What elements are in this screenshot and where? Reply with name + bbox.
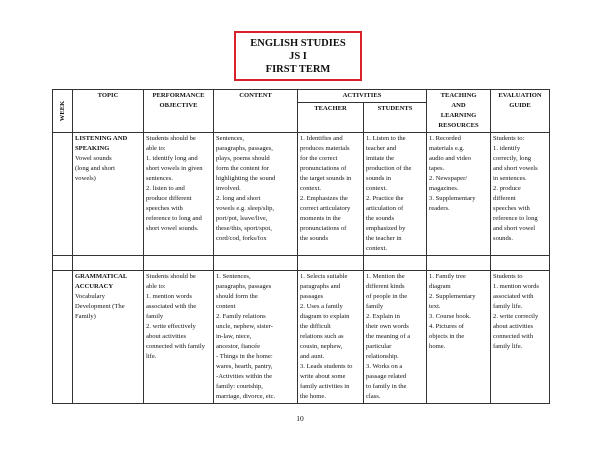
students-line: 3. Works on a [366,363,403,370]
resources-line: home. [429,343,446,350]
content-line: these/this, sport/spot, [216,225,272,232]
teacher-line: correct articulatory [300,205,351,212]
content-line: marriage, divorce, etc. [216,393,276,400]
resources-line: 2. Newspaper/ [429,175,468,182]
content-line: form the content for [216,165,269,172]
topic-title-line: ACCURACY [75,283,114,290]
content-line: content [216,303,236,310]
spacer-cell [427,256,491,271]
content-line: involved. [216,185,241,192]
resources-line: text. [429,303,441,310]
content-line: wares, hearth, pantry, [216,363,273,370]
topic-header: TOPIC [73,90,144,133]
teacher-line: diagram to explain [300,313,350,320]
evaluation-line: and short vowels [493,165,538,172]
resources-line: readers. [429,205,450,212]
topic-sub-line: Family) [75,313,96,320]
teacher-line: context. [300,185,322,192]
performance-line: about activities [146,333,187,340]
performance-line: Students should be [146,273,196,280]
students-line: family [366,303,384,310]
content-line: -Activities within the [216,373,273,380]
content-line: 2. Family relations [216,313,266,320]
performance-line: associated with the [146,303,197,310]
performance-line: short vowels in given [146,165,203,172]
students-line: imitate the [366,155,395,162]
evaluation-line: connected with [493,333,534,340]
performance-line: 1. identify long and [146,155,198,162]
students-line: passage related [366,373,407,380]
content-line: plays, poems should [216,155,270,162]
title-line-2: JS I [289,51,307,62]
teacher-line: moments in the [300,215,341,222]
evaluation-header [491,90,550,133]
teacher-line: 2. Uses a family [300,303,343,310]
performance-line: 2. listen to and [146,185,185,192]
week-cell [53,133,73,256]
performance-header-line: PERFORMANCE [152,92,205,99]
resources-header [427,90,491,133]
students-line: 2. Practice the [366,195,404,202]
content-line: in-law, niece, [216,333,252,340]
teacher-line: family activities in [300,383,350,390]
students-cell [364,271,427,404]
performance-line: short vowel sounds. [146,225,199,232]
scheme-table [52,89,550,404]
week-cell [53,271,73,404]
teacher-line: the home. [300,393,327,400]
evaluation-header-line: EVALUATION [498,92,542,99]
evaluation-line: 2. write correctly [493,313,539,320]
evaluation-line: family life. [493,343,523,350]
activities-header: ACTIVITIES [298,90,427,103]
content-line: family: courtship, [216,383,263,390]
teacher-line: the sounds [300,235,329,242]
content-line: should form the [216,293,258,300]
evaluation-line: Students to [493,273,523,280]
evaluation-line: and short vowel [493,225,536,232]
performance-line: able to: [146,283,166,290]
students-line: emphasized by [366,225,406,232]
topic-sub-line: Development (The [75,303,125,310]
students-line: sounds in [366,175,392,182]
performance-cell [144,133,214,256]
content-line: paragraphs, passages [216,283,272,290]
students-line: to family in the [366,383,407,390]
topic-cell [73,133,144,256]
resources-line: objects in the [429,333,465,340]
teacher-line: paragraphs and [300,283,341,290]
evaluation-line: sounds. [493,235,513,242]
evaluation-line: speeches with [493,205,530,212]
content-line: 1. Sentences, [216,273,251,280]
table-body [53,133,550,404]
resources-header-line: TEACHING [440,92,477,99]
content-line: ancestor, fiancée [216,343,261,350]
spacer-cell [491,256,550,271]
students-line: 1. Mention the [366,273,405,280]
performance-line: connected with family [146,343,205,350]
students-line: of people in the [366,293,408,300]
table-row [53,271,550,404]
teacher-line: and aunt. [300,353,325,360]
teacher-line: 1. Identifies and [300,135,343,142]
teacher-line: 2. Emphasizes the [300,195,348,202]
content-line: paragraphs, passages, [216,145,273,152]
performance-line: reference to long and [146,215,202,222]
students-line: teacher and [366,145,397,152]
performance-header [144,90,214,133]
performance-cell [144,271,214,404]
students-cell [364,133,427,256]
spacer-cell [364,256,427,271]
spacer-row [53,256,550,271]
content-line: - Things in the home: [216,353,273,360]
performance-line: sentences. [146,175,173,182]
teacher-line: for the correct [300,155,338,162]
students-line: relationship. [366,353,399,360]
students-line: articulation of [366,205,404,212]
content-line: uncle, nephew, sister- [216,323,273,330]
teacher-header: TEACHER [298,103,364,133]
resources-header-line: RESOURCES [438,122,479,129]
content-line: port/pot, leave/live, [216,215,268,222]
topic-sub-line: Vowel sounds [75,155,112,162]
week-label: WEEK [58,100,66,122]
teacher-line: pronunciations of [300,225,347,232]
teacher-cell [298,133,364,256]
evaluation-line: in sentences. [493,175,527,182]
teacher-line: 3. Leads students to [300,363,353,370]
students-line: context. [366,245,388,252]
students-line: the meaning of a [366,333,411,340]
resources-line: diagram [429,283,451,290]
evaluation-line: associated with [493,293,534,300]
teacher-line: relations such as [300,333,344,340]
spacer-cell [53,256,73,271]
evaluation-header-line: GUIDE [509,102,531,109]
spacer-cell [214,256,298,271]
performance-line: speeches with [146,205,183,212]
teacher-cell [298,271,364,404]
resources-line: magazines. [429,185,459,192]
teacher-line: pronunciations of [300,165,347,172]
students-header: STUDENTS [364,103,427,133]
table-row [53,133,550,256]
performance-line: able to: [146,145,166,152]
document-title-box [234,31,362,81]
teacher-line: passages [300,293,324,300]
spacer-cell [144,256,214,271]
resources-line: 2. Supplementary [429,293,476,300]
performance-line: family [146,313,164,320]
evaluation-line: correctly, long [493,155,532,162]
performance-line: 1. mention words [146,293,192,300]
teacher-line: cousin, nephew, [300,343,343,350]
evaluation-line: Students to: [493,135,525,142]
page-number: 10 [296,414,304,423]
students-line: class. [366,393,381,400]
performance-header-line: OBJECTIVE [159,102,198,109]
resources-line: 3. Course book. [429,313,471,320]
spacer-cell [73,256,144,271]
evaluation-line: 1. identify [493,145,521,152]
content-line: highlighting the sound [216,175,276,182]
students-line: different kinds [366,283,405,290]
resources-line: audio and video [429,155,472,162]
content-line: 2. long and short [216,195,261,202]
students-line: the teacher in [366,235,402,242]
resources-line: 4. Pictures of [429,323,464,330]
content-cell [214,133,298,256]
evaluation-cell [491,271,550,404]
performance-line: 2. write effectively [146,323,196,330]
evaluation-line: about activities [493,323,534,330]
topic-cell [73,271,144,404]
evaluation-line: 2. produce [493,185,521,192]
topic-title-line: SPEAKING [75,145,110,152]
performance-line: produce different [146,195,192,202]
topic-title-line: GRAMMATICAL [75,273,128,280]
evaluation-line: family life. [493,303,523,310]
students-line: production of the [366,165,412,172]
week-header [53,90,73,133]
performance-line: Students should be [146,135,196,142]
topic-sub-line: (long and short [75,165,115,172]
evaluation-line: different [493,195,516,202]
resources-header-line: AND [451,102,466,109]
students-line: their own words [366,323,409,330]
students-line: particular [366,343,392,350]
evaluation-cell [491,133,550,256]
content-line: vowels e.g. sleep/slip, [216,205,275,212]
content-line: cord/cod, forks/fox [216,235,267,242]
resources-line: 1. Family tree [429,273,466,280]
spacer-cell [298,256,364,271]
resources-line: 1. Recorded [429,135,461,142]
title-line-3: FIRST TERM [265,64,331,75]
resources-line: tapes. [429,165,445,172]
resources-line: 3. Supplementary [429,195,476,202]
content-line: Sentences, [216,135,245,142]
resources-header-line: LEARNING [440,112,477,119]
teacher-line: the target sounds in [300,175,352,182]
evaluation-line: reference to long [493,215,538,222]
resources-line: materials e.g. [429,145,465,152]
students-line: context. [366,185,388,192]
teacher-line: the difficult [300,323,331,330]
content-cell [214,271,298,404]
topic-sub-line: vowels) [75,175,96,182]
teacher-line: produces materials [300,145,350,152]
students-line: the sounds [366,215,395,222]
topic-title-line: LISTENING AND [75,135,128,142]
topic-sub-line: Vocabulary [75,293,105,300]
resources-cell [427,133,491,256]
content-header: CONTENT [214,90,298,133]
evaluation-line: 1. mention words [493,283,539,290]
teacher-line: write about some [300,373,346,380]
students-line: 2. Explain in [366,313,400,320]
resources-cell [427,271,491,404]
title-line-1: ENGLISH STUDIES [250,38,346,49]
teacher-line: 1. Selects suitable [300,273,348,280]
students-line: 1. Listen to the [366,135,406,142]
performance-line: life. [146,353,157,360]
